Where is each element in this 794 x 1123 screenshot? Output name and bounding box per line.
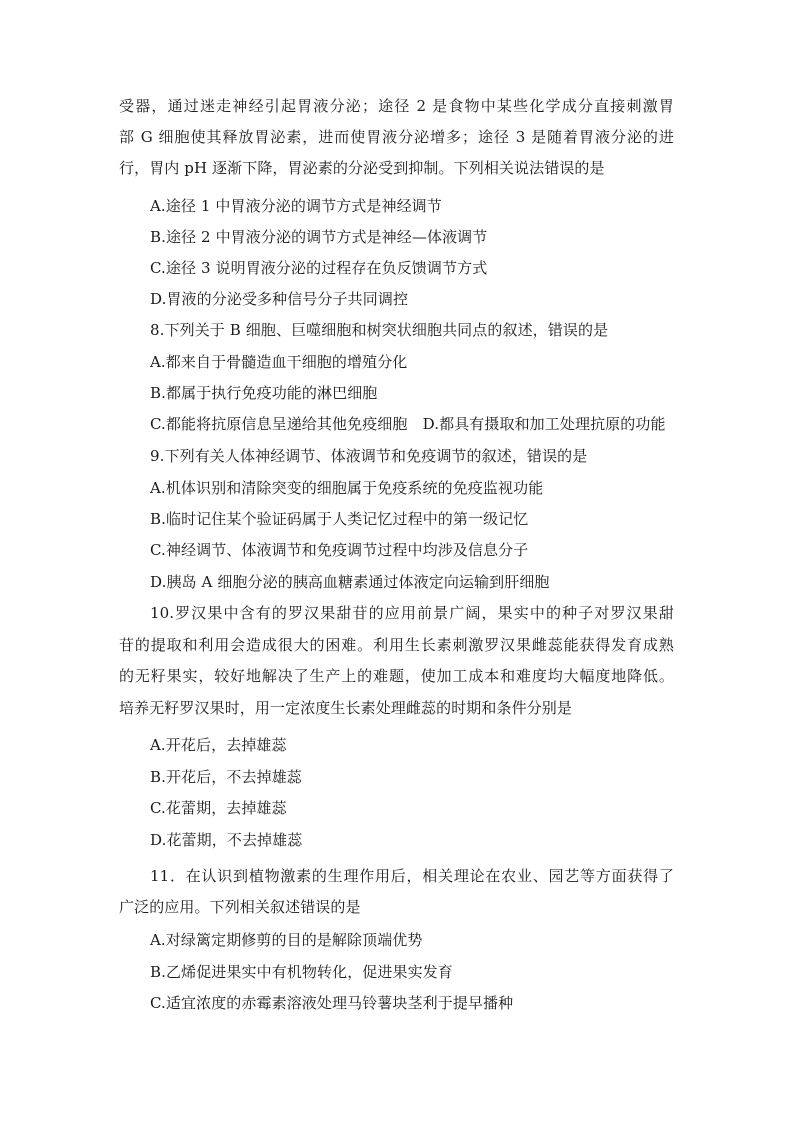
q7-option-a: A.途径 1 中胃液分泌的调节方式是神经调节 [150,197,442,215]
q10-stem-line-1: 10.罗汉果中含有的罗汉果甜苷的应用前景广阔，果实中的种子对罗汉果甜 [150,604,674,622]
q7-stem-line-2: 部 G 细胞使其释放胃泌素，进而使胃液分泌增多；途径 3 是随着胃液分泌的进 [119,128,674,146]
q7-option-b: B.途径 2 中胃液分泌的调节方式是神经—体液调节 [150,228,488,246]
q11-option-c: C.适宜浓度的赤霉素溶液处理马铃薯块茎利于提早播种 [150,994,514,1012]
q10-stem-line-2: 苷的提取和利用会造成很大的困难。利用生长素刺激罗汉果雌蕊能获得发育成熟 [119,636,674,654]
q7-option-c: C.途径 3 说明胃液分泌的过程存在负反馈调节方式 [150,259,488,277]
q11-stem-line-2: 广泛的应用。下列相关叙述错误的是 [119,898,361,916]
q8-stem: 8.下列关于 B 细胞、巨噬细胞和树突状细胞共同点的叙述，错误的是 [150,321,609,339]
q10-stem-line-3: 的无籽果实，较好地解决了生产上的难题，使加工成本和难度均大幅度地降低。 [119,667,674,685]
q10-option-a: A.开花后，去掉雄蕊 [150,736,287,754]
q9-stem: 9.下列有关人体神经调节、体液调节和免疫调节的叙述，错误的是 [150,447,588,465]
q9-option-a: A.机体识别和清除突变的细胞属于免疫系统的免疫监视功能 [150,479,544,497]
q8-option-b: B.都属于执行免疫功能的淋巴细胞 [150,384,378,402]
q11-option-b: B.乙烯促进果实中有机物转化，促进果实发育 [150,963,453,981]
q8-option-a: A.都来自于骨髓造血干细胞的增殖分化 [150,353,408,371]
q10-stem-line-4: 培养无籽罗汉果时，用一定浓度生长素处理雌蕊的时期和条件分别是 [119,699,573,717]
q11-stem-line-1: 11．在认识到植物激素的生理作用后，相关理论在农业、园艺等方面获得了 [150,867,674,885]
q9-option-d: D.胰岛 A 细胞分泌的胰高血糖素通过体液定向运输到肝细胞 [150,573,550,591]
q9-option-b: B.临时记住某个验证码属于人类记忆过程中的第一级记忆 [150,510,529,528]
q10-option-d: D.花蕾期，不去掉雄蕊 [150,831,303,849]
q7-stem-line-1: 受器，通过迷走神经引起胃液分泌；途径 2 是食物中某些化学成分直接刺激胃 [119,97,674,115]
q10-option-c: C.花蕾期，去掉雄蕊 [150,799,287,817]
q7-option-d: D.胃液的分泌受多种信号分子共同调控 [150,290,409,308]
q9-option-c: C.神经调节、体液调节和免疫调节过程中均涉及信息分子 [150,541,529,559]
q8-option-c-d: C.都能将抗原信息呈递给其他免疫细胞 D.都具有摄取和加工处理抗原的功能 [150,415,666,433]
q10-option-b: B.开花后，不去掉雄蕊 [150,768,302,786]
q11-option-a: A.对绿篱定期修剪的目的是解除顶端优势 [150,931,423,949]
q7-stem-line-3: 行，胃内 pH 逐渐下降，胃泌素的分泌受到抑制。下列相关说法错误的是 [119,159,605,177]
